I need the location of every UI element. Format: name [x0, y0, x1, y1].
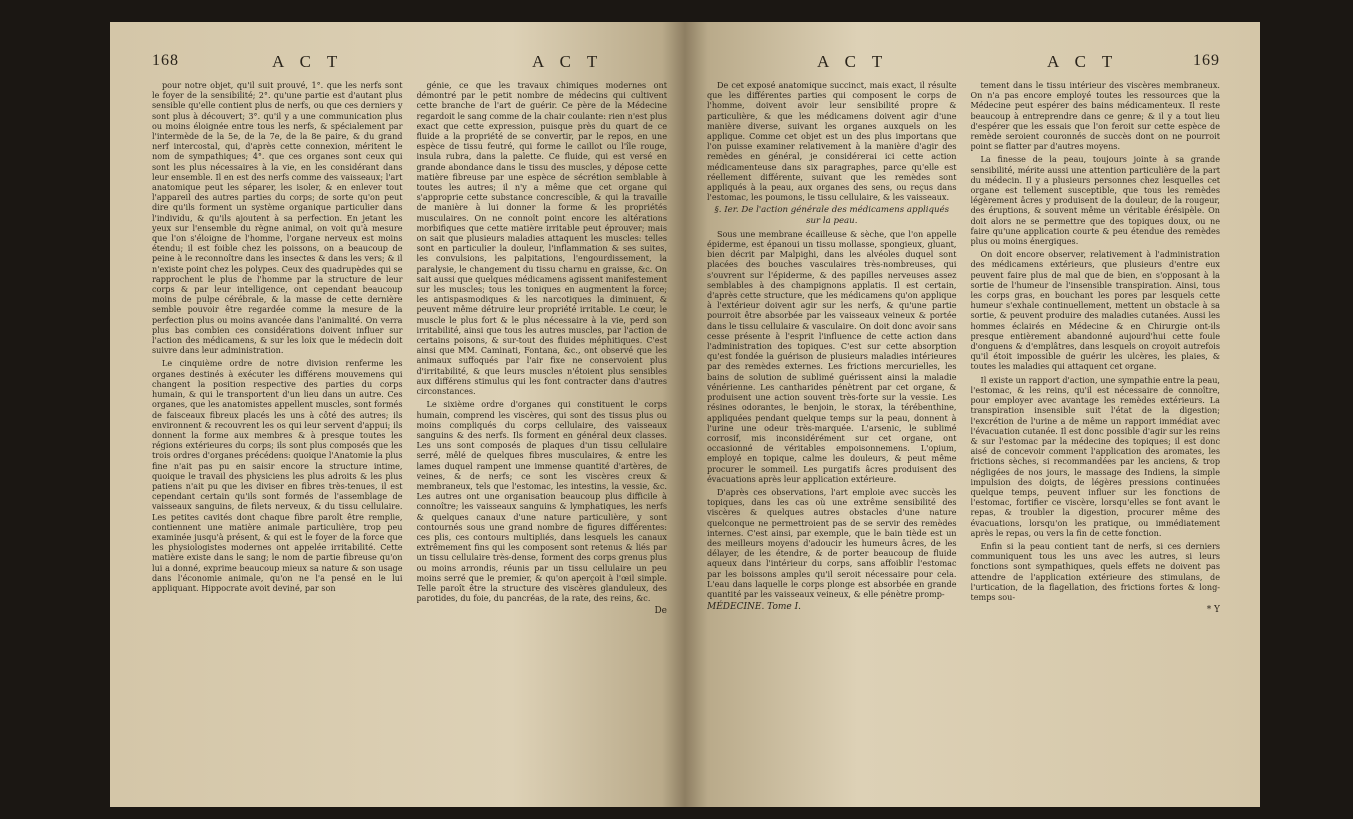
left-column-2 [417, 80, 668, 780]
section-heading: §. Ier. De l'action générale des médicamens appliqués sur la peau. [714, 205, 949, 226]
signature-line: MÉDECINE. Tome I. [707, 602, 802, 613]
right-column-2 [971, 80, 1221, 780]
right-running-title-right: A C T [1047, 52, 1119, 71]
paragraph: On doit encore observer, relativement à l'administration des médicamens extérieurs, que plusieurs d'entre eux peuvent faire plus de mal que de bien, en s'opposant à la sortie de l'humeur de l'insensible transpiration. Ainsi, tous les corps gras, en bouchant les pores par lesquels cette humeur s'exhale continuellement, mettent un obstacle à sa sortie, & peuvent produire des maladies cutanées. Aussi les hommes éclairés en Médecine & en Chirurgie ont-ils presque entièrement abandonné aujourd'hui cette foule d'onguens & d'emplâtres, dans lesquels on croyoit autrefois qu'il étoit impossible de guérir les ulcères, les plaies, & toutes les maladies qui attaquent cet organe. [970, 249, 1220, 372]
paragraph: Enfin si la peau contient tant de nerfs, si ces derniers communiquent tous les uns avec les autres, si leurs fonctions sont sympathiques, quels effets ne doivent pas attendre de l'application extérieure des stimulans, de l'urtication, de la flagellation, des frictions fortes & long-temps sou- [970, 540, 1220, 602]
left-running-title: A C T [272, 52, 344, 71]
open-book [110, 22, 1260, 807]
right-running-title-left: A C T [817, 52, 889, 71]
right-column-1 [707, 80, 957, 780]
paragraph: tement dans le tissu intérieur des viscères membraneux. On n'a pas encore employé toutes les ressources que la Médecine peut espérer des bains médicamenteux. Il reste beaucoup à entreprendre dans ce genre; & il y a tout lieu d'espérer que les essais que l'on feroit sur cette espèce de remède seroient couronnés de succès dont on ne pourroit point se flatter par d'autres moyens. [970, 80, 1220, 152]
paragraph: Sous une membrane écailleuse & sèche, que l'on appelle épiderme, est épanoui un tissu mollasse, spongieux, gluant, bien décrit par Malpighi, dans les alvéoles duquel sont placées des bouches vasculaires très-nombreuses, qui s'ouvrent sur l'épiderme, & des papilles nerveuses assez semblables à des champignons applatis. Il est certain, d'après cette structure, que les médicamens qu'on applique à l'extérieur doivent agir sur les nerfs, & qu'une partie pourroit être absorbée par les vaisseaux veineux & portée dans le tissu cellulaire & vasculaire. On doit donc avoir sans cesse présente à l'esprit l'influence de cette action dans l'administration des topiques. C'est sur cette absorption qu'est fondée la guérison de plusieurs maladies intérieures par des remèdes externes. Les frictions mercurielles, les bains de solution de sublimé guérissent ainsi la maladie vénérienne. Les cantharides pénètrent par cet organe, & produisent une action souvent très-forte sur la vessie. Les résines odorantes, le benjoin, le storax, la térébenthine, appliquées pendant quelque temps sur la peau, donnent à l'urine une odeur très-marquée. L'arsenic, le sublimé corrosif, mis inconsidérément sur cet organe, ont occasionné de véritables empoisonnemens. L'opium, employé en topique, calme les douleurs, & peut même procurer le sommeil. Les purgatifs âcres produisent des évacuations après leur application extérieure. [707, 228, 957, 484]
paragraph: pour notre objet, qu'il suit prouvé, 1°. que les nerfs sont le foyer de la sensibilité; 2°. qu'une partie est d'autant plus sensible qu'elle contient plus de nerfs, ou que ces derniers y sont plus à découvert; 3°. qu'il y a une communication plus ou moins éloignée entre tous les nerfs, & spécialement par l'intermède de la 5e, de la 7e, de la 8e paire, & du grand nerf intercostal, qui, d'après cette connexion, méritent le nom de sympathiques; 4°. que ces organes sont ceux qui sont les plus nécessaires à la vie, en les considérant dans leur ensemble. Il en est des nerfs comme des vaisseaux; l'art anatomique peut les séparer, les isoler, & en enlever tout l'appareil des autres parties du corps; de sorte qu'on peut dire qu'ils forment un système organique particulier dans l'individu, & qu'ils ajoutent à sa perfection. En jetant les yeux sur l'ensemble du règne animal, on voit qu'à mesure que l'on s'éloigne de l'homme, l'organe nerveux est moins étendu; il est foible chez les poissons, on a beaucoup de peine à le reconnoître dans les insectes & dans les vers; & il n'existe point chez les polypes. Ceux des quadrupèdes qui se rapprochent le plus de l'homme par la structure de leur corps & par leur intelligence, ont cependant beaucoup moins de pulpe cérébrale, & la masse de cette dernière semble pouvoir être regardée comme la mesure de la perfection plus ou moins avancée dans l'animalité. On verra plus bas combien ces considérations doivent influer sur l'action des médicamens, & sur les loix que le médecin doit suivre dans leur administration. [152, 80, 403, 356]
left-page-number: 168 [152, 52, 179, 69]
signature-mark: * Y [1206, 605, 1220, 616]
paragraph: De cet exposé anatomique succinct, mais exact, il résulte que les différentes parties qui composent le corps de l'homme, doivent avoir leur sensibilité propre & particulière, & que les médicamens doivent agir d'une manière diverse, suivant les organes auxquels on les applique. Comme cet objet est un des plus importans que l'on puisse examiner relativement à la manière d'agir des remèdes en général, je considérerai ici cette action médicamenteuse dans six paragraphes, parce qu'elle est réellement différente, suivant que les remèdes sont appliqués à la peau, aux organes des sens, ou reçus dans l'estomac, les poumons, le tissu cellulaire, & les vaisseaux. [707, 80, 957, 203]
left-running-title-col2: A C T [532, 52, 604, 71]
paragraph: Il existe un rapport d'action, une sympathie entre la peau, l'estomac, & les reins, qu'il est nécessaire de connoître, pour employer avec avantage les remèdes extérieurs. La transpiration insensible suit l'état de la digestion; l'excrétion de l'urine a de même un rapport immédiat avec l'évacuation cutanée. Il est donc possible d'agir sur les reins & sur l'estomac par la médecine des topiques; il est donc aisé de concevoir comment l'application des aromates, les frictions sèches, si recommandées par les anciens, & trop négligées de nos jours, le massage des Indiens, la simple impulsion des doigts, de légères pressions continuées quelque temps, peuvent influer sur les fonctions de l'estomac, fortifier ce viscère, lorsqu'elles se font avant le repas, & troubler la digestion, procurer même des évacuations, lorsqu'on les pratique, ou immédiatement après le repas, ou vers la fin de cette fonction. [970, 374, 1220, 538]
left-page [110, 22, 685, 807]
paragraph: D'après ces observations, l'art emploie avec succès les topiques, dans les cas où une extrême sensibilité des viscères & quelques autres obstacles d'une nature quelconque ne permettroient pas de se servir des remèdes internes. C'est ainsi, par exemple, que le bain tiède est un des meilleurs moyens d'adoucir les humeurs âcres, de les délayer, de les étendre, & de porter beaucoup de fluide aqueux dans l'intérieur du corps, sans affoiblir l'estomac par les boissons amples qu'il seroit nécessaire pour cela. L'eau dans laquelle le corps plonge est absorbée en grande quantité par les vaisseaux veineux, & elle pénètre promp- [707, 486, 957, 599]
paragraph: génie, ce que les travaux chimiques modernes ont démontré par le petit nombre de médecins qui cultivent cette branche de l'art de guérir. Ce père de la Médecine regardoit le sang comme de la chair coulante: rien n'est plus exact que cette expression, puisque près du quart de ce fluide a la propriété de se convertir, par le repos, en une espèce de tissu feutré, qui forme le caillot ou l'île rouge, insula rubra, dans la palette. Ce fluide, qui est versé en grande abondance dans le tissu des muscles, y dépose cette matière fibreuse par une espèce de sécrétion semblable à toutes les autres; il n'y a même que cet organe qui s'approprie cette substance concrescible, & qui la travaille de manière à lui donner la forme & les propriétés musculaires. On ne connoît point encore les altérations morbifiques que cette matière irritable peut éprouver; mais on sait que plusieurs maladies attaquent les muscles: telles sont en particulier la douleur, l'inflammation & ses suites, les convulsions, les palpitations, l'engourdissement, la paralysie, le changement du tissu charnu en graisse, &c. On sait aussi que quelques médicamens agissent manifestement sur les muscles; tous les toniques en augmentent la force; les antispasmodiques & les narcotiques la diminuent, & peuvent même détruire leur propriété irritable. Le cœur, le muscle le plus fort & le plus nécessaire à la vie, perd son irritabilité, ainsi que tous les autres muscles, par l'action de certains poisons, & sur-tout des fluides méphitiques. C'est ainsi que MM. Caminati, Fontana, &c., ont observé que les animaux suffoqués par l'air fixe ne conservoient plus d'irritabilité, & que leurs muscles n'étoient plus sensibles aux différens stimulus qui les font contracter dans d'autres circonstances. [416, 80, 667, 397]
paragraph: Le cinquième ordre de notre division renferme les organes destinés à exécuter les différens mouvemens qui changent la position respective des parties du corps humain, & qui le transportent d'un lieu dans un autre. Ces organes, que les anatomistes appellent muscles, sont formés de faisceaux fibreux placés les uns à côté des autres; ils environnent & recouvrent les os qui leur servent d'appui; ils donnent la forme aux membres & à presque toutes les régions extérieures du corps; ils sont plus composés que les trois ordres d'organes précédens: quoique l'Anatomie la plus fine n'ait pas pu en saisir encore la structure intime, quoique le travail des physiciens les plus adroits & les plus patiens n'ait pu que les diviser en fibres très-tenues, il est cependant certain qu'ils sont formés de l'assemblage de vaisseaux sanguins, de filets nerveux, & du tissu cellulaire. Les petites cavités dont chaque fibre paroît être remplie, contiennent une matière animale particulière, trop peu examinée jusqu'à présent, & qui est le foyer de la force que les physiologistes modernes ont appelée irritabilité. Cette matière existe dans le sang; le nom de partie fibreuse qu'on lui a donné, exprime beaucoup mieux sa nature & son usage dans l'économie animale, qu'on ne l'a pensé en le lui appliquant. Hippocrate avoit deviné, par son [152, 358, 403, 593]
right-page-number: 169 [1193, 52, 1220, 69]
left-column-1 [152, 80, 403, 780]
catchword: De [654, 606, 667, 617]
paragraph: Le sixième ordre d'organes qui constituent le corps humain, comprend les viscères, qui sont des tissus plus ou moins compliqués du corps cellulaire, des vaisseaux sanguins & des nerfs. Ils forment en général deux classes. Les uns sont composés de plaques d'un tissu cellulaire serré, mêlé de quelques fibres musculaires, & entre les lames duquel rampent une immense quantité d'artères, de veines, & de nerfs; ce sont les viscères creux & membraneux, tels que l'estomac, les intestins, la vessie, &c. Les autres ont une organisation beaucoup plus difficile à connoître; les vaisseaux sanguins & lymphatiques, les nerfs & quelques canaux d'une nature particulière, y sont contournés sous une grand nombre de figures différentes: ces plis, ces contours multipliés, dans lesquels les canaux extrêmement fins qui les composent sont retenus & liés par un tissu cellulaire très-dense, forment des corps grenus plus ou moins arrondis, réunis par un tissu cellulaire un peu moins serré que le premier, & qu'on aperçoit à l'œil simple. Telle paroît être la structure des viscères glanduleux, des parotides, du foie, du pancréas, de la rate, des reins, &c. [416, 399, 667, 604]
paragraph: La finesse de la peau, toujours jointe à sa grande sensibilité, mérite aussi une attention particulière de la part du médecin. Il y a plusieurs personnes chez lesquelles cet organe est tellement susceptible, que tous les remèdes légèrement âcres y produisent de la douleur, de la rougeur, des éruptions, & souvent même un véritable érésipèle. On doit alors ne se permettre que des topiques doux, ou ne faire qu'une application courte & peu étendue des remèdes plus ou moins énergiques. [970, 154, 1220, 247]
right-running-head [707, 52, 1220, 80]
right-page [685, 22, 1260, 807]
left-running-head [152, 52, 667, 80]
